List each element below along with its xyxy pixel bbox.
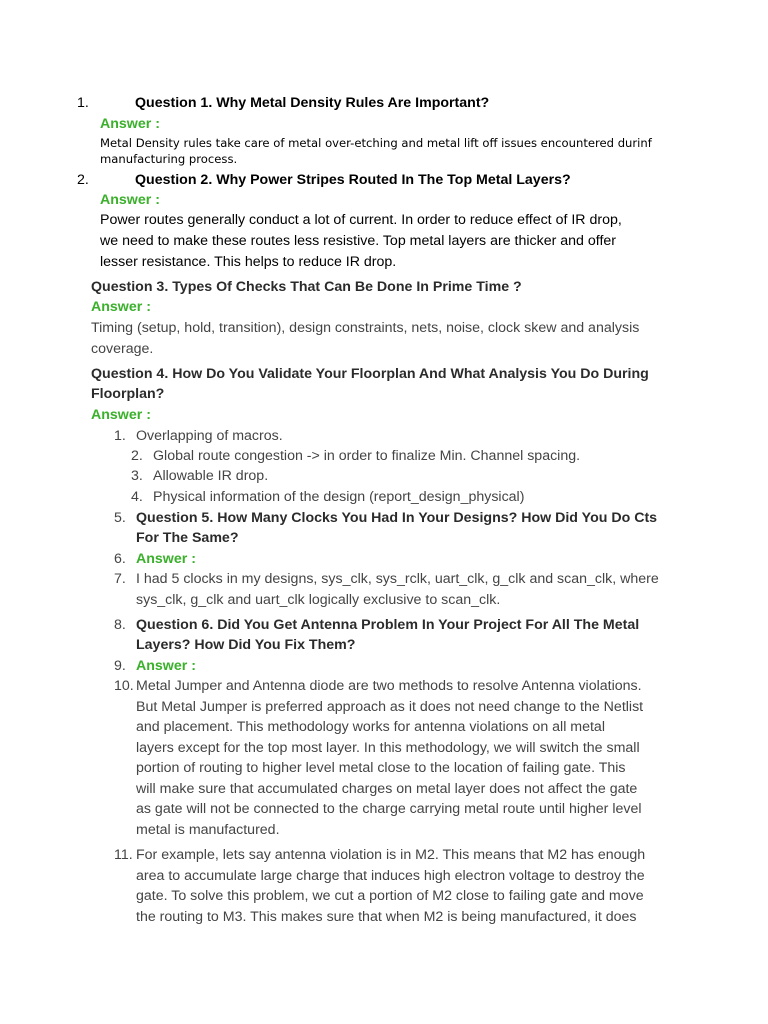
answer-2-line: Power routes generally conduct a lot of current. In order to reduce effect of IR drop,: [100, 212, 622, 228]
list-item: Global route congestion -> in order to finalize Min. Channel spacing.: [153, 448, 581, 464]
list-item: sys_clk, g_clk and uart_clk logically exclusive to scan_clk.: [136, 592, 501, 608]
list-number: 6.: [114, 551, 126, 567]
list-number: 8.: [114, 617, 126, 633]
list-item: as gate will not be connected to the charge carrying metal route until higher level: [136, 801, 642, 817]
answer-3-line: coverage.: [91, 341, 154, 357]
question-6-heading: Layers? How Did You Fix Them?: [136, 637, 356, 653]
question-5-heading: For The Same?: [136, 530, 239, 546]
list-item: But Metal Jumper is preferred approach as it does not need change to the Netlist: [136, 699, 644, 715]
list-number: 5.: [114, 510, 126, 526]
answer-2-line: lesser resistance. This helps to reduce IR drop.: [100, 254, 397, 270]
question-2-heading: Question 2. Why Power Stripes Routed In The Top Metal Layers?: [135, 172, 571, 188]
list-item: portion of routing to higher level metal close to the location of failing gate. This: [136, 760, 626, 776]
list-number: 2.: [77, 172, 89, 188]
question-4-heading: Floorplan?: [91, 386, 165, 402]
list-number: 10.: [114, 678, 134, 694]
list-item: and placement. This methodology works for antenna violations on all metal: [136, 719, 605, 735]
list-number: 1.: [114, 428, 126, 444]
list-item: will make sure that accumulated charges on metal layer does not affect the gate: [136, 781, 638, 797]
answer-1-line: manufacturing process.: [100, 152, 238, 166]
list-item: Physical information of the design (report_design_physical): [153, 489, 525, 505]
list-item: For example, lets say antenna violation is in M2. This means that M2 has enough: [136, 847, 646, 863]
list-item: area to accumulate large charge that induces high electron voltage to destroy the: [136, 868, 645, 884]
answer-2-line: we need to make these routes less resistive. Top metal layers are thicker and offer: [100, 233, 616, 249]
list-number: 3.: [131, 468, 143, 484]
list-item: Allowable IR drop.: [153, 468, 269, 484]
answer-label: Answer :: [100, 192, 160, 208]
answer-1-line: Metal Density rules take care of metal over-etching and metal lift off issues encountered durinf: [100, 136, 652, 150]
list-number: 1.: [77, 95, 89, 111]
question-5-heading: Question 5. How Many Clocks You Had In Your Designs? How Did You Do Cts: [136, 510, 658, 526]
question-4-heading: Question 4. How Do You Validate Your Floorplan And What Analysis You Do During: [91, 366, 649, 382]
question-1-heading: Question 1. Why Metal Density Rules Are Important?: [135, 95, 490, 111]
answer-label: Answer :: [91, 299, 151, 315]
list-item: Metal Jumper and Antenna diode are two methods to resolve Antenna violations.: [136, 678, 642, 694]
list-number: 4.: [131, 489, 143, 505]
list-number: 9.: [114, 658, 126, 674]
list-item: layers except for the top most layer. In this methodology, we will switch the small: [136, 740, 640, 756]
answer-label: Answer :: [100, 116, 160, 132]
question-6-heading: Question 6. Did You Get Antenna Problem In Your Project For All The Metal: [136, 617, 640, 633]
question-3-heading: Question 3. Types Of Checks That Can Be Done In Prime Time ?: [91, 279, 522, 295]
list-item: metal is manufactured.: [136, 822, 280, 838]
list-number: 7.: [114, 571, 126, 587]
list-number: 2.: [131, 448, 143, 464]
answer-3-line: Timing (setup, hold, transition), design constraints, nets, noise, clock skew and analysis: [91, 320, 640, 336]
list-item: Overlapping of macros.: [136, 428, 283, 444]
answer-label: Answer :: [136, 658, 196, 674]
answer-label: Answer :: [136, 551, 196, 567]
list-item: I had 5 clocks in my designs, sys_clk, sys_rclk, uart_clk, g_clk and scan_clk, where: [136, 571, 659, 587]
answer-label: Answer :: [91, 407, 151, 423]
list-item: gate. To solve this problem, we cut a portion of M2 close to failing gate and move: [136, 888, 644, 904]
list-item: the routing to M3. This makes sure that when M2 is being manufactured, it does: [136, 909, 637, 925]
list-number: 11.: [114, 847, 133, 863]
